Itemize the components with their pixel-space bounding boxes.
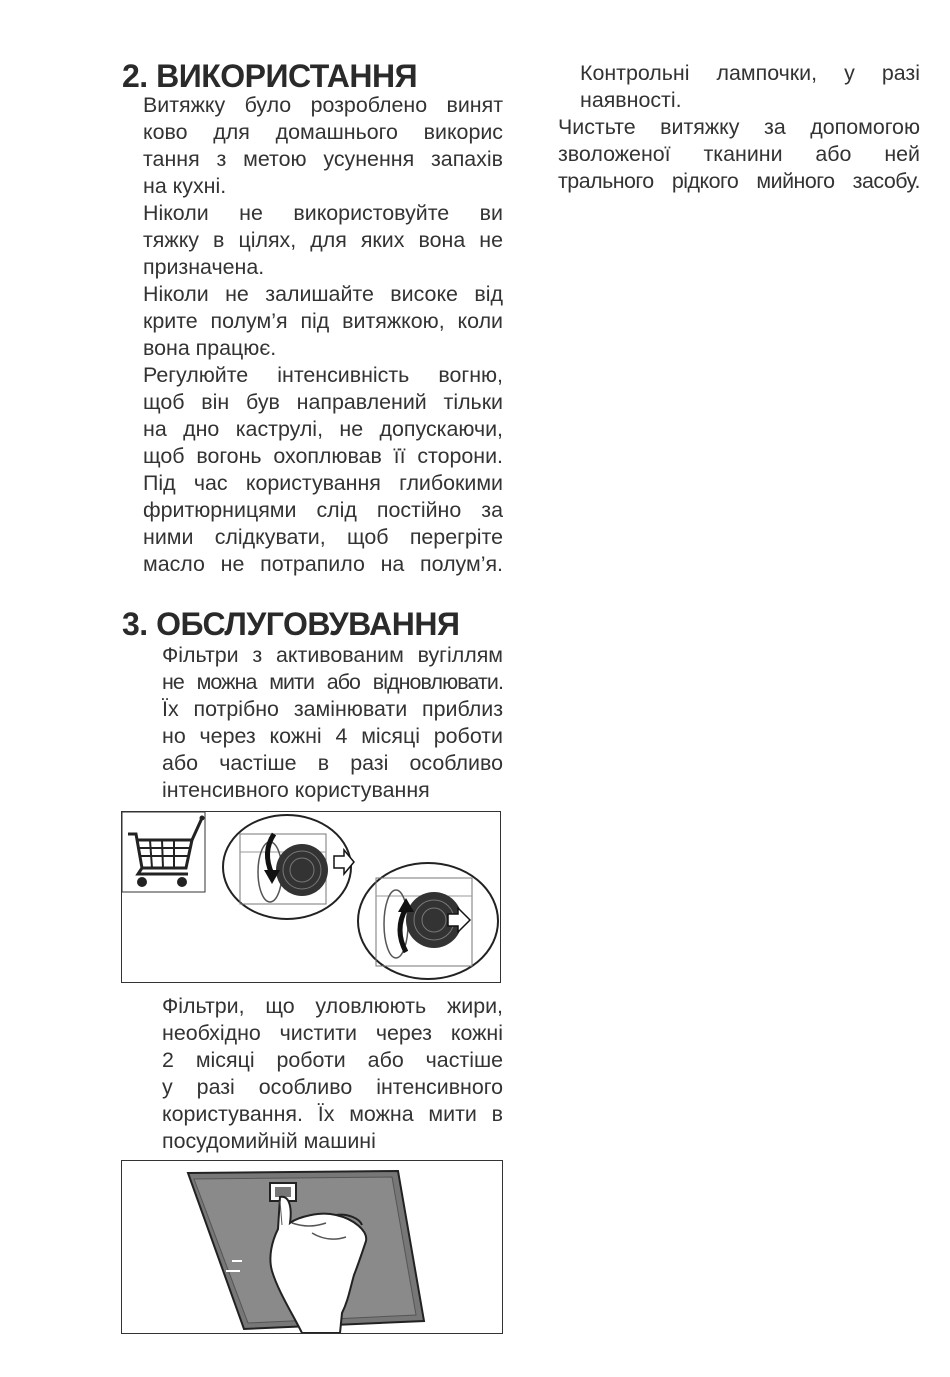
text-line: крите полум’я під витяжкою, коли [143, 309, 503, 333]
text-line: Регулюйте інтенсивність вогню, [143, 363, 503, 387]
usage-paragraph-4 [143, 362, 503, 470]
text-line: або частіше в разі особливо [162, 751, 503, 775]
text-line: інтенсивного користування [162, 778, 430, 802]
text-line: вона працює. [143, 336, 277, 360]
indicator-lamps-paragraph [580, 60, 920, 114]
text-line: наявності. [580, 88, 682, 112]
text-line: ково для домашнього викорис [143, 120, 503, 144]
text-line: трального рідкого мийного засобу. [558, 169, 920, 193]
usage-paragraph-2 [143, 200, 503, 281]
text-line: Чистьте витяжку за допомогою [558, 115, 920, 139]
text-line: Ніколи не використовуйте ви [143, 201, 503, 225]
text-line: Контрольні лампочки, у разі [580, 61, 920, 85]
text-line: у разі особливо інтенсивного [162, 1075, 503, 1099]
usage-paragraph-1 [143, 92, 503, 200]
text-line: масло не потрапило на полум’я. [143, 552, 503, 576]
section-2-heading: 2. ВИКОРИСТАННЯ [122, 58, 418, 94]
usage-paragraph-5 [143, 470, 503, 578]
carbon-filter-figure [121, 811, 501, 983]
section-3-heading: 3. ОБСЛУГОВУВАННЯ [122, 606, 460, 642]
text-line: Фільтри, що уловлюють жири, [162, 994, 503, 1018]
usage-paragraph-3 [143, 281, 503, 362]
carbon-filter-paragraph [162, 642, 503, 804]
rotate-filter-icon [223, 815, 354, 919]
text-line: не можна мити або відновлювати. [162, 670, 503, 694]
grease-filter-paragraph [162, 993, 503, 1155]
text-line: призначена. [143, 255, 265, 279]
text-line: Їх потрібно замінювати приблиз [162, 697, 503, 721]
text-line: тання з метою усунення запахів [143, 147, 503, 171]
text-line: Витяжку було розроблено винят [143, 93, 503, 117]
text-line: необхідно чистити через кожні [162, 1021, 503, 1045]
cleaning-paragraph [558, 114, 920, 195]
text-line: ними слідкувати, щоб перегріте [143, 525, 503, 549]
text-line: Ніколи не залишайте високе від [143, 282, 503, 306]
text-line: на кухні. [143, 174, 227, 198]
text-line: Фільтри з активованим вугіллям [162, 643, 503, 667]
text-line: но через кожні 4 місяці роботи [162, 724, 503, 748]
text-line: тяжку в цілях, для яких вона не [143, 228, 503, 252]
text-line: посудомийній машині [162, 1129, 376, 1153]
rotate-filter-icon [358, 863, 498, 979]
text-line: щоб він був направлений тільки [143, 390, 503, 414]
text-line: на дно каструлі, не допускаючи, [143, 417, 503, 441]
text-line: 2 місяці роботи або частіше [162, 1048, 503, 1072]
grease-filter-figure [121, 1160, 503, 1334]
text-line: зволоженої тканини або ней [558, 142, 920, 166]
text-line: користування. Їх можна мити в [162, 1102, 503, 1126]
text-line: Під час користування глибокими [143, 471, 503, 495]
cart-icon [122, 812, 205, 892]
text-line: щоб вогонь охоплював її сторони. [143, 444, 503, 468]
text-line: фритюрницями слід постійно за [143, 498, 503, 522]
